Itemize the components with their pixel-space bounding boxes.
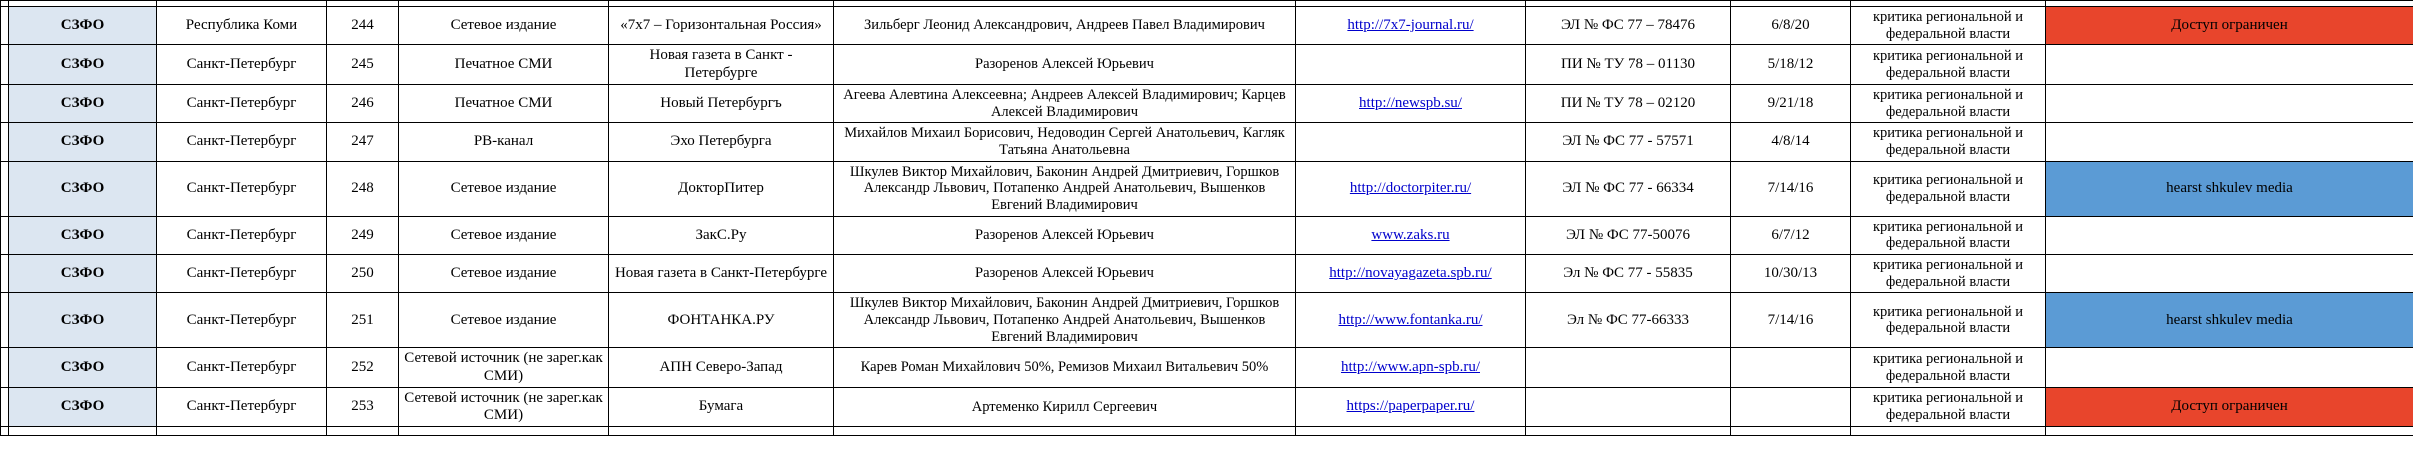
table-cell[interactable] [2046,427,2413,436]
row-gutter [1,45,9,85]
row-gutter [1,293,9,348]
cell-number[interactable]: 245 [327,45,399,85]
cell-number[interactable]: 252 [327,348,399,388]
table-row[interactable] [1,84,2413,122]
cell-license[interactable] [1526,348,1731,388]
cell-media-type[interactable]: Печатное СМИ [399,45,609,85]
cell-number[interactable]: 253 [327,387,399,427]
status-badge[interactable] [2046,254,2413,292]
cell-date[interactable]: 7/14/16 [1731,161,1851,216]
status-badge[interactable]: Доступ ограничен [2046,7,2413,45]
cell-number[interactable]: 246 [327,84,399,122]
cell-media-type[interactable]: Печатное СМИ [399,84,609,122]
cell-license[interactable]: ЭЛ № ФС 77-50076 [1526,216,1731,254]
media-link[interactable]: www.zaks.ru [1371,226,1450,243]
cell-media-type[interactable]: Сетевое издание [399,254,609,292]
cell-region[interactable]: Санкт-Петербург [157,387,327,427]
cell-date[interactable]: 9/21/18 [1731,84,1851,122]
cell-number[interactable]: 244 [327,7,399,45]
media-link[interactable]: http://7x7-journal.ru/ [1347,17,1474,34]
row-gutter [1,84,9,122]
media-link[interactable]: https://paperpaper.ru/ [1346,398,1475,415]
cell-region[interactable]: Санкт-Петербург [157,161,327,216]
cell-district[interactable]: СЗФО [9,254,157,292]
cell-media-type[interactable]: Сетевое издание [399,293,609,348]
table-cell[interactable] [1,427,9,436]
cell-district[interactable]: СЗФО [9,216,157,254]
cell-topic[interactable]: критика региональной и федеральной власти [1851,254,2046,292]
cell-number[interactable]: 248 [327,161,399,216]
cell-license[interactable]: ЭЛ № ФС 77 - 66334 [1526,161,1731,216]
cell-number[interactable]: 249 [327,216,399,254]
cell-district[interactable]: СЗФО [9,123,157,161]
cell-founders[interactable]: Артеменко Кирилл Сергеевич [834,387,1296,427]
cell-district[interactable]: СЗФО [9,293,157,348]
status-badge[interactable] [2046,348,2413,388]
cell-date[interactable]: 10/30/13 [1731,254,1851,292]
cell-url[interactable] [1296,293,1526,348]
table-cell[interactable] [609,427,834,436]
cell-founders[interactable]: Шкулев Виктор Михайлович, Баконин Андрей Дмитриевич, Горшков Александр Львович, Потапенко Андрей Анатольевич, Вышенков Евгений Владимирович [834,161,1296,216]
row-gutter [1,161,9,216]
cell-topic[interactable]: критика региональной и федеральной власти [1851,161,2046,216]
cell-date[interactable]: 6/7/12 [1731,216,1851,254]
status-badge[interactable] [2046,216,2413,254]
cell-date[interactable] [1731,387,1851,427]
cell-date[interactable]: 6/8/20 [1731,7,1851,45]
cell-topic[interactable]: критика региональной и федеральной власти [1851,45,2046,85]
table-cell[interactable] [1296,427,1526,436]
media-link[interactable]: http://novayagazeta.spb.ru/ [1329,264,1492,281]
cell-url[interactable] [1296,84,1526,122]
cell-region[interactable]: Санкт-Петербург [157,293,327,348]
cell-license[interactable]: ЭЛ № ФС 77 - 57571 [1526,123,1731,161]
cell-date[interactable]: 7/14/16 [1731,293,1851,348]
status-badge[interactable]: Доступ ограничен [2046,387,2413,427]
cell-topic[interactable]: критика региональной и федеральной власти [1851,123,2046,161]
cell-number[interactable]: 250 [327,254,399,292]
cell-topic[interactable]: критика региональной и федеральной власти [1851,216,2046,254]
cell-media-name[interactable]: Новая газета в Санкт - Петербурге [609,45,834,85]
cell-district[interactable]: СЗФО [9,387,157,427]
row-gutter [1,387,9,427]
table-row[interactable] [1,123,2413,161]
cell-media-name[interactable]: Эхо Петербурга [609,123,834,161]
cell-region[interactable]: Санкт-Петербург [157,45,327,85]
cell-district[interactable]: СЗФО [9,161,157,216]
table-row[interactable] [1,387,2413,427]
cell-media-type[interactable]: Сетевой источник (не зарег.как СМИ) [399,348,609,388]
cell-number[interactable]: 247 [327,123,399,161]
table-row[interactable] [1,161,2413,216]
cell-date[interactable]: 4/8/14 [1731,123,1851,161]
cell-url[interactable] [1296,161,1526,216]
row-gutter [1,7,9,45]
cell-region[interactable]: Санкт-Петербург [157,84,327,122]
cell-media-name[interactable]: ЗакС.Ру [609,216,834,254]
cell-topic[interactable]: критика региональной и федеральной власти [1851,348,2046,388]
status-badge[interactable]: hearst shkulev media [2046,161,2413,216]
cell-license[interactable]: ПИ № ТУ 78 – 01130 [1526,45,1731,85]
cell-url[interactable] [1296,45,1526,85]
row-gutter [1,216,9,254]
cell-district[interactable]: СЗФО [9,7,157,45]
cell-number[interactable]: 251 [327,293,399,348]
cell-url[interactable] [1296,216,1526,254]
row-gutter [1,123,9,161]
row-gutter [1,254,9,292]
cell-date[interactable]: 5/18/12 [1731,45,1851,85]
cell-url[interactable] [1296,7,1526,45]
cell-founders[interactable]: Михайлов Михаил Борисович, Недоводин Сергей Анатольевич, Кагляк Татьяна Анатольевна [834,123,1296,161]
cell-region[interactable]: Санкт-Петербург [157,254,327,292]
table-cell[interactable] [1851,427,2046,436]
table-cell[interactable] [1731,427,1851,436]
cell-media-name[interactable]: Бумага [609,387,834,427]
cell-district[interactable]: СЗФО [9,84,157,122]
cell-license[interactable] [1526,387,1731,427]
media-link[interactable]: http://www.apn-spb.ru/ [1340,358,1480,375]
status-badge[interactable] [2046,45,2413,85]
media-link[interactable]: http://doctorpiter.ru/ [1349,179,1472,196]
cell-license[interactable]: ПИ № ТУ 78 – 02120 [1526,84,1731,122]
cell-topic[interactable]: критика региональной и федеральной власти [1851,84,2046,122]
table-cell[interactable] [399,427,609,436]
cell-founders[interactable]: Разоренов Алексей Юрьевич [834,254,1296,292]
status-badge[interactable] [2046,123,2413,161]
table-row[interactable] [1,293,2413,348]
table-cell[interactable] [9,427,157,436]
cell-founders[interactable]: Карев Роман Михайлович 50%, Ремизов Михаил Витальевич 50% [834,348,1296,388]
cell-media-type[interactable]: РВ-канал [399,123,609,161]
table-row[interactable] [1,348,2413,388]
cell-url[interactable] [1296,123,1526,161]
cell-license[interactable]: Эл № ФС 77 - 55835 [1526,254,1731,292]
table-row[interactable] [1,216,2413,254]
table-row[interactable] [1,45,2413,85]
table-row[interactable] [1,427,2413,436]
cell-media-name[interactable]: ФОНТАНКА.РУ [609,293,834,348]
cell-region[interactable]: Санкт-Петербург [157,123,327,161]
cell-date[interactable] [1731,348,1851,388]
status-badge[interactable]: hearst shkulev media [2046,293,2413,348]
cell-topic[interactable]: критика региональной и федеральной власти [1851,293,2046,348]
cell-region[interactable]: Республика Коми [157,7,327,45]
cell-media-name[interactable]: АПН Северо-Запад [609,348,834,388]
cell-topic[interactable]: критика региональной и федеральной власти [1851,387,2046,427]
cell-media-type[interactable]: Сетевое издание [399,216,609,254]
table-row[interactable] [1,7,2413,45]
cell-license[interactable]: ЭЛ № ФС 77 – 78476 [1526,7,1731,45]
cell-founders[interactable]: Зильберг Леонид Александрович, Андреев Павел Владимирович [834,7,1296,45]
cell-media-name[interactable]: Новый Петербургъ [609,84,834,122]
media-link[interactable]: http://newspb.su/ [1359,94,1462,111]
cell-founders[interactable]: Шкулев Виктор Михайлович, Баконин Андрей Дмитриевич, Горшков Александр Львович, Потапенко Андрей Анатольевич, Вышенков Евгений Владимирович [834,293,1296,348]
cell-founders[interactable]: Агеева Алевтина Алексеевна; Андреев Алексей Владимирович; Карцев Алексей Владимирович [834,84,1296,122]
cell-founders[interactable]: Разоренов Алексей Юрьевич [834,216,1296,254]
table-body [1,1,2413,436]
cell-founders[interactable]: Разоренов Алексей Юрьевич [834,45,1296,85]
cell-url[interactable] [1296,348,1526,388]
cell-url[interactable] [1296,387,1526,427]
table-cell[interactable] [834,427,1296,436]
cell-region[interactable]: Санкт-Петербург [157,216,327,254]
row-gutter [1,348,9,388]
cell-topic[interactable]: критика региональной и федеральной власти [1851,7,2046,45]
table-row[interactable] [1,254,2413,292]
table-cell[interactable] [157,427,327,436]
table-cell[interactable] [327,427,399,436]
cell-district[interactable]: СЗФО [9,348,157,388]
cell-media-name[interactable]: «7х7 – Горизонтальная Россия» [609,7,834,45]
cell-url[interactable] [1296,254,1526,292]
cell-media-name[interactable]: Новая газета в Санкт-Петербурге [609,254,834,292]
cell-district[interactable]: СЗФО [9,45,157,85]
cell-media-type[interactable]: Сетевое издание [399,7,609,45]
cell-region[interactable]: Санкт-Петербург [157,348,327,388]
status-badge[interactable] [2046,84,2413,122]
cell-media-name[interactable]: ДокторПитер [609,161,834,216]
cell-license[interactable]: Эл № ФС 77-66333 [1526,293,1731,348]
cell-media-type[interactable]: Сетевое издание [399,161,609,216]
table-cell[interactable] [1526,427,1731,436]
media-link[interactable]: http://www.fontanka.ru/ [1338,311,1483,328]
cell-media-type[interactable]: Сетевой источник (не зарег.как СМИ) [399,387,609,427]
